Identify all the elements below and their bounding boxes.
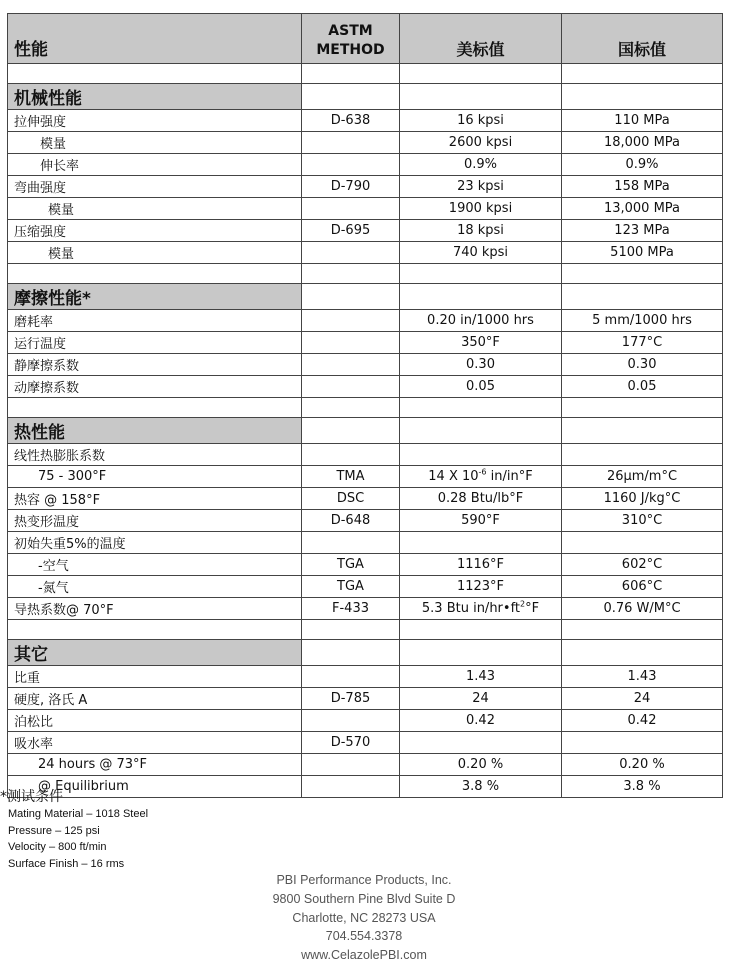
table-row (8, 688, 723, 710)
property-cell: 压缩强度 (8, 220, 302, 242)
us-value-cell: 0.28 Btu/lb°F (400, 488, 562, 510)
astm-method-cell (302, 284, 400, 310)
table-row (8, 666, 723, 688)
astm-method-cell (302, 376, 400, 398)
us-value-cell (400, 532, 562, 554)
astm-method-cell: TGA (302, 554, 400, 576)
unit-text: in/in°F (486, 469, 533, 484)
astm-method-cell (302, 154, 400, 176)
us-value-cell: 1123°F (400, 576, 562, 598)
intl-value-cell (562, 732, 723, 754)
intl-value-cell: 24 (562, 688, 723, 710)
astm-method-cell: TGA (302, 576, 400, 598)
us-value-cell: 350°F (400, 332, 562, 354)
table-row (8, 376, 723, 398)
blank-row (8, 264, 723, 284)
intl-value-cell: 1.43 (562, 666, 723, 688)
property-cell: 24 hours @ 73°F (8, 754, 302, 776)
astm-method-cell (302, 84, 400, 110)
property-cell: 运行温度 (8, 332, 302, 354)
table-row (8, 354, 723, 376)
phone-number: 704.554.3378 (325, 929, 403, 944)
blank-row (8, 398, 723, 418)
property-cell: 拉伸强度 (8, 110, 302, 132)
property-cell: 初始失重5%的温度 (8, 532, 302, 554)
table-header-row (8, 14, 723, 64)
intl-value-cell (562, 284, 723, 310)
us-value-cell: 16 kpsi (400, 110, 562, 132)
test-condition-line: Surface Finish – 16 rms (8, 857, 125, 870)
property-cell: 模量 (8, 198, 302, 220)
intl-value-cell: 110 MPa (562, 110, 723, 132)
properties-table-body (8, 14, 723, 798)
section-header-row (8, 640, 723, 666)
superscript: -6 (478, 467, 487, 477)
property-cell: 静摩擦系数 (8, 354, 302, 376)
us-value-cell: 0.9% (400, 154, 562, 176)
properties-table (7, 13, 723, 798)
intl-value-cell: 5100 MPa (562, 242, 723, 264)
section-title: 机械性能 (8, 84, 302, 110)
value-text: 5.3 Btu in/hr•ft (421, 601, 521, 616)
astm-method-cell (302, 776, 400, 798)
table-row (8, 198, 723, 220)
intl-value-cell: 0.30 (562, 354, 723, 376)
astm-method-cell (302, 620, 400, 640)
street-address: 9800 Southern Pine Blvd Suite D (272, 891, 456, 906)
intl-value-cell (562, 418, 723, 444)
section-header-row (8, 418, 723, 444)
property-cell: 热容 @ 158°F (8, 488, 302, 510)
intl-value-cell (562, 532, 723, 554)
intl-value-cell (562, 64, 723, 84)
blank-row (8, 620, 723, 640)
astm-method-cell (302, 198, 400, 220)
header-property: 性能 (8, 14, 302, 64)
us-value-cell (400, 418, 562, 444)
us-value-cell: 18 kpsi (400, 220, 562, 242)
test-conditions-list (8, 806, 148, 872)
section-header-row (8, 84, 723, 110)
unit-text: °F (525, 601, 540, 616)
table-row (8, 510, 723, 532)
us-value-cell: 2600 kpsi (400, 132, 562, 154)
us-value-cell: 3.8 % (400, 776, 562, 798)
intl-value-cell: 0.76 W/M°C (562, 598, 723, 620)
us-value-cell: 0.30 (400, 354, 562, 376)
us-value-cell: 0.42 (400, 710, 562, 732)
astm-method-cell (302, 444, 400, 466)
intl-value-cell: 606°C (562, 576, 723, 598)
table-row (8, 776, 723, 798)
astm-method-cell: F-433 (302, 598, 400, 620)
property-cell: @ Equilibrium (8, 776, 302, 798)
table-row (8, 242, 723, 264)
astm-method-cell (302, 710, 400, 732)
us-value-cell (400, 466, 562, 488)
intl-value-cell: 26µm/m°C (562, 466, 723, 488)
astm-method-cell (302, 242, 400, 264)
us-value-cell (400, 398, 562, 418)
table-row (8, 466, 723, 488)
property-cell: -氮气 (8, 576, 302, 598)
us-value-cell: 0.20 % (400, 754, 562, 776)
astm-method-cell: D-790 (302, 176, 400, 198)
us-value-cell (400, 84, 562, 110)
intl-value-cell (562, 620, 723, 640)
astm-method-cell (302, 398, 400, 418)
company-address (229, 871, 499, 965)
test-condition-line: Pressure – 125 psi (8, 824, 100, 837)
property-cell: 伸长率 (8, 154, 302, 176)
section-title: 其它 (8, 640, 302, 666)
section-header-row (8, 284, 723, 310)
astm-method-cell: TMA (302, 466, 400, 488)
astm-method-cell (302, 64, 400, 84)
property-cell: 导热系数@ 70°F (8, 598, 302, 620)
table-row (8, 310, 723, 332)
us-value-cell: 1116°F (400, 554, 562, 576)
intl-value-cell: 602°C (562, 554, 723, 576)
us-value-cell (400, 620, 562, 640)
table-row (8, 598, 723, 620)
property-cell: 热变形温度 (8, 510, 302, 532)
header-us-value: 美标值 (400, 14, 562, 64)
property-cell (8, 398, 302, 418)
astm-method-cell (302, 310, 400, 332)
table-row (8, 332, 723, 354)
intl-value-cell: 0.9% (562, 154, 723, 176)
property-cell (8, 264, 302, 284)
table-row (8, 754, 723, 776)
table-row (8, 576, 723, 598)
us-value-cell (400, 444, 562, 466)
us-value-cell (400, 284, 562, 310)
property-cell: 硬度, 洛氏 A (8, 688, 302, 710)
intl-value-cell: 177°C (562, 332, 723, 354)
astm-method-cell: D-785 (302, 688, 400, 710)
property-cell: 弯曲强度 (8, 176, 302, 198)
intl-value-cell: 123 MPa (562, 220, 723, 242)
astm-method-cell: D-648 (302, 510, 400, 532)
property-cell: 75 - 300°F (8, 466, 302, 488)
test-condition-line: Mating Material – 1018 Steel (8, 808, 149, 820)
astm-method-cell (302, 354, 400, 376)
astm-method-cell (302, 132, 400, 154)
us-value-cell (400, 264, 562, 284)
astm-method-cell: DSC (302, 488, 400, 510)
us-value-cell: 590°F (400, 510, 562, 532)
us-value-cell (400, 598, 562, 620)
us-value-cell: 0.05 (400, 376, 562, 398)
us-value-cell (400, 64, 562, 84)
astm-method-cell (302, 754, 400, 776)
header-intl-value: 国标值 (562, 14, 723, 64)
astm-method-cell: D-695 (302, 220, 400, 242)
astm-method-cell: D-638 (302, 110, 400, 132)
website-link[interactable]: www.CelazolePBI.com (301, 948, 427, 963)
table-row (8, 110, 723, 132)
company-name: PBI Performance Products, Inc. (276, 873, 452, 887)
property-cell: 吸水率 (8, 732, 302, 754)
astm-method-cell (302, 532, 400, 554)
intl-value-cell (562, 398, 723, 418)
us-value-cell: 1.43 (400, 666, 562, 688)
superscript: 2 (520, 599, 526, 609)
astm-method-cell (302, 264, 400, 284)
intl-value-cell (562, 444, 723, 466)
property-cell (8, 620, 302, 640)
test-conditions-footnote: *测试条件 (0, 789, 63, 805)
property-cell: -空气 (8, 554, 302, 576)
intl-value-cell: 0.42 (562, 710, 723, 732)
astm-method-cell (302, 666, 400, 688)
intl-value-cell (562, 264, 723, 284)
property-cell (8, 64, 302, 84)
us-value-cell (400, 640, 562, 666)
table-row (8, 154, 723, 176)
property-cell: 模量 (8, 242, 302, 264)
header-astm-method: ASTM METHOD (302, 14, 400, 64)
table-row (8, 710, 723, 732)
property-cell: 泊松比 (8, 710, 302, 732)
table-row (8, 132, 723, 154)
intl-value-cell: 1160 J/kg°C (562, 488, 723, 510)
property-cell: 动摩擦系数 (8, 376, 302, 398)
intl-value-cell: 310°C (562, 510, 723, 532)
test-condition-line: Velocity – 800 ft/min (8, 841, 107, 853)
intl-value-cell: 0.20 % (562, 754, 723, 776)
property-cell: 模量 (8, 132, 302, 154)
table-row (8, 732, 723, 754)
value-text: 14 X 10 (428, 469, 479, 484)
us-value-cell: 740 kpsi (400, 242, 562, 264)
property-cell: 磨耗率 (8, 310, 302, 332)
us-value-cell: 23 kpsi (400, 176, 562, 198)
intl-value-cell: 5 mm/1000 hrs (562, 310, 723, 332)
property-cell: 线性热膨胀系数 (8, 444, 302, 466)
us-value-cell (400, 732, 562, 754)
section-title: 热性能 (8, 418, 302, 444)
intl-value-cell (562, 84, 723, 110)
intl-value-cell: 3.8 % (562, 776, 723, 798)
table-row (8, 220, 723, 242)
intl-value-cell (562, 640, 723, 666)
astm-method-cell: D-570 (302, 732, 400, 754)
table-row (8, 532, 723, 554)
property-cell: 比重 (8, 666, 302, 688)
astm-method-cell (302, 418, 400, 444)
section-title: 摩擦性能* (8, 284, 302, 310)
astm-method-cell (302, 332, 400, 354)
intl-value-cell: 18,000 MPa (562, 132, 723, 154)
us-value-cell: 0.20 in/1000 hrs (400, 310, 562, 332)
astm-method-cell (302, 640, 400, 666)
intl-value-cell: 158 MPa (562, 176, 723, 198)
intl-value-cell: 13,000 MPa (562, 198, 723, 220)
city-state: Charlotte, NC 28273 USA (292, 910, 436, 925)
blank-row (8, 64, 723, 84)
table-row (8, 554, 723, 576)
table-row (8, 176, 723, 198)
us-value-cell: 1900 kpsi (400, 198, 562, 220)
intl-value-cell: 0.05 (562, 376, 723, 398)
table-row (8, 488, 723, 510)
us-value-cell: 24 (400, 688, 562, 710)
table-row (8, 444, 723, 466)
